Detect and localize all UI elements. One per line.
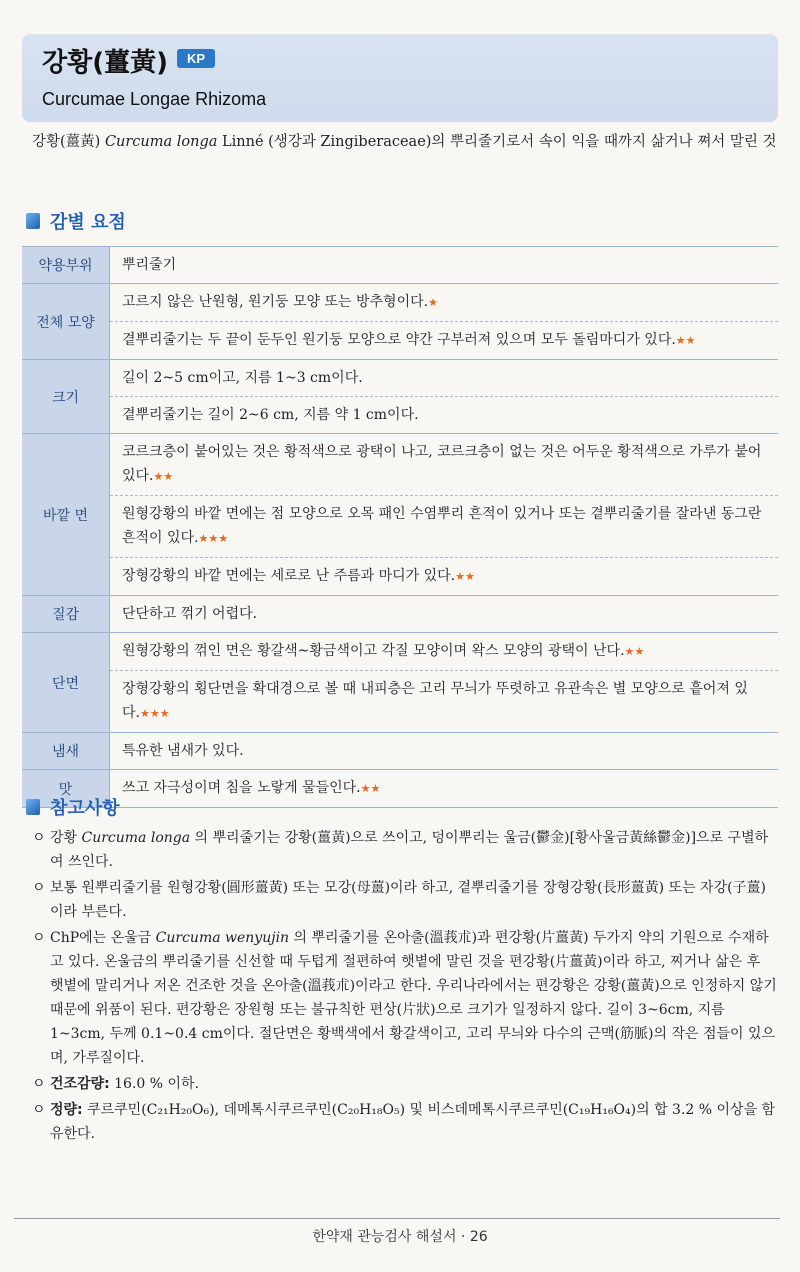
footer-divider xyxy=(14,1218,780,1219)
list-item: ㅇ 강황 Curcuma longa 의 뿌리줄기는 강황(薑黃)으로 쓰이고, 덩이뿌리는 울금(鬱金)[황사울금黃絲鬱金)]으로 구별하여 쓰인다. xyxy=(32,826,778,874)
star-rating: ★★★ xyxy=(139,707,170,720)
title-banner xyxy=(22,34,778,122)
page-footer: 한약재 관능검사 해설서 · 26 xyxy=(312,1229,488,1245)
species-name: Curcuma longa xyxy=(104,134,218,150)
table-row: 단면 원형강황의 꺾인 면은 황갈색~황금색이고 각질 모양이며 왁스 모양의 광택이 난다.★★ 장형강황의 횡단면을 확대경으로 볼 때 내피층은 고리 무늬가 뚜렷하고 유관속은 별 모양으로 흩어져 있다.★★★ xyxy=(22,633,778,733)
identification-table xyxy=(22,246,778,808)
table-row: 바깥 면 코르크층이 붙어있는 것은 황적색으로 광택이 나고, 코르크층이 없는 것은 어두운 황적색으로 가루가 붙어있다.★★ 원형강황의 바깥 면에는 점 모양으로 오목 패인 수염뿌리 흔적이 있거나 또는 곁뿌리줄기를 잘라낸 동그란 흔적이 있다.★★★ 장형강황의 바깥 면에는 세로로 난 주름과 마디가 있다.★★ xyxy=(22,434,778,596)
table-row: 전체 모양 고르지 않은 난원형, 원기둥 모양 또는 방추형이다.★ 곁뿌리줄기는 두 끝이 둔두인 원기둥 모양으로 약간 구부러져 있으며 모두 돌림마디가 있다.★★ xyxy=(22,284,778,360)
circle-bullet-icon: ㅇ xyxy=(32,930,46,946)
star-rating: ★★ xyxy=(455,570,475,583)
intro-paragraph: 강황(薑黃) Curcuma longa Linné (생강과 Zingiberaceae)의 뿌리줄기로서 속이 익을 때까지 삶거나 쪄서 말린 것 xyxy=(32,134,777,150)
section-heading-identification: 감별 요점 xyxy=(26,208,126,234)
cube-icon xyxy=(26,799,40,815)
star-rating: ★★ xyxy=(624,645,645,658)
star-rating: ★★ xyxy=(360,782,381,795)
notes-list xyxy=(32,826,778,1148)
cube-icon xyxy=(26,213,40,229)
latin-name: Curcumae Longae Rhizoma xyxy=(42,89,267,109)
list-item: ㅇ ChP에는 온울금 Curcuma wenyujin 의 뿌리줄기를 온아출(溫莪朮)과 편강황(片薑黃) 두가지 약의 기원으로 수재하고 있다. 온울금의 뿌리줄기를 신선할 때 두텁게 절편하여 햇볕에 말린 것을 편강황(片薑黃)이라 하고, 찌거나 삶은 후 햇볕에 말리거나 저온 건조한 것을 온아출(溫莪朮)이라고 한다. 우리나라에서는 편강황은 강황(薑黃)으로 인정하지 않기 때문에 위품이 된다. 편강황은 장원형 또는 불규칙한 편상(片狀)으로 크기가 일정하지 않다. 길이 3~6cm, 지름 1~3cm, 두께 0.1~0.4 cm이다. 절단면은 황백색에서 황갈색이고, 고리 무늬와 다수의 근맥(筋脈)의 작은 점들이 있으며, 가루질이다. xyxy=(32,926,778,1070)
star-rating: ★ xyxy=(428,296,438,309)
page-title: 강황(薑黃) xyxy=(42,48,168,78)
list-item: ㅇ 보통 원뿌리줄기를 원형강황(圓形薑黃) 또는 모강(母薑)이라 하고, 곁뿌리줄기를 장형강황(長形薑黃) 또는 자강(子薑)이라 부른다. xyxy=(32,876,778,924)
circle-bullet-icon: ㅇ xyxy=(32,1076,46,1092)
table-row: 크기 길이 2~5 cm이고, 지름 1~3 cm이다. 곁뿌리줄기는 길이 2~6 cm, 지름 약 1 cm이다. xyxy=(22,360,778,434)
star-rating: ★★ xyxy=(675,334,696,347)
circle-bullet-icon: ㅇ xyxy=(32,880,46,896)
star-rating: ★★ xyxy=(153,470,174,483)
table-row: 맛 쓰고 자극성이며 침을 노랗게 물들인다.★★ xyxy=(22,770,778,807)
list-item: ㅇ 정량: 쿠르쿠민(C₂₁H₂₀O₆), 데메톡시쿠르쿠민(C₂₀H₁₈O₅) 및 비스데메톡시쿠르쿠민(C₁₉H₁₆O₄)의 합 3.2 % 이상을 함유한다. xyxy=(32,1098,778,1146)
table-row: 냄새 특유한 냄새가 있다. xyxy=(22,733,778,770)
circle-bullet-icon: ㅇ xyxy=(32,1102,46,1118)
section-heading-notes: 참고사항 xyxy=(26,794,120,820)
circle-bullet-icon: ㅇ xyxy=(32,830,46,846)
list-item: ㅇ 건조감량: 16.0 % 이하. xyxy=(32,1072,778,1096)
kp-badge: KP xyxy=(177,49,215,68)
table-row: 질감 단단하고 꺾기 어렵다. xyxy=(22,596,778,633)
table-row: 약용부위 뿌리줄기 xyxy=(22,247,778,284)
star-rating: ★★★ xyxy=(198,532,229,545)
